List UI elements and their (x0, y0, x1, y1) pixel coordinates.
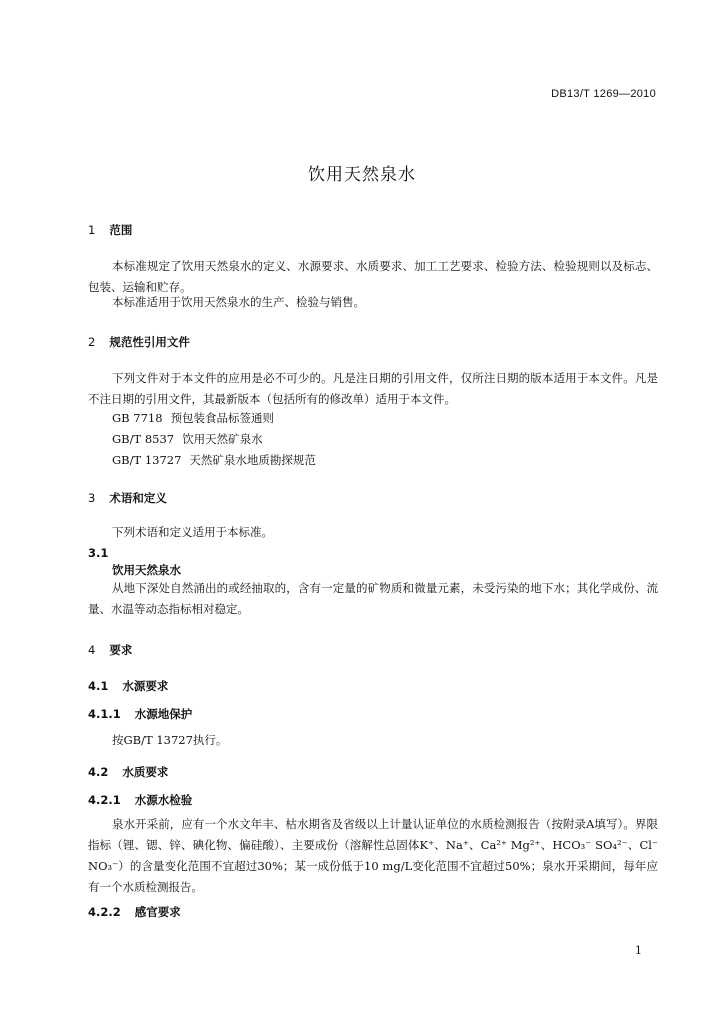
section-number: 2 (88, 335, 96, 349)
term-number: 3.1 (88, 546, 109, 560)
reference-item (112, 452, 316, 468)
section-2-paragraph-1: 下列文件对于本文件的应用是必不可少的。凡是注日期的引用文件，仅所注日期的版本适用于本文件。凡是不注日期的引用文件，其最新版本（包括所有的修改单）适用于本文件。 (88, 371, 658, 406)
section-title: 水源水检验 (134, 793, 193, 807)
section-number: 4.2 (88, 765, 109, 779)
section-title: 感官要求 (134, 905, 181, 919)
section-title: 水源要求 (122, 679, 169, 693)
section-title: 范围 (109, 223, 133, 237)
section-number: 4.2.1 (88, 793, 121, 807)
reference-item (112, 431, 263, 447)
section-4-heading (88, 642, 132, 658)
section-title: 水源地保护 (134, 707, 193, 721)
section-title: 规范性引用文件 (109, 335, 190, 349)
section-1-paragraph-2: 本标准适用于饮用天然泉水的生产、检验与销售。 (112, 295, 365, 309)
section-4-2-heading (88, 764, 168, 780)
section-number: 4.2.2 (88, 905, 121, 919)
section-1-heading (88, 222, 132, 238)
page-number: 1 (635, 944, 642, 957)
section-number: 1 (88, 223, 96, 237)
section-number: 3 (88, 491, 96, 505)
section-4-1-1-text: 按GB/T 13727执行。 (112, 733, 228, 747)
section-number: 4.1 (88, 679, 109, 693)
reference-code: GB 7718 (112, 411, 163, 425)
term-name: 饮用天然泉水 (112, 563, 181, 577)
section-4-2-2-heading (88, 904, 181, 920)
standard-code: DB13/T 1269—2010 (551, 88, 656, 100)
reference-code: GB/T 8537 (112, 432, 175, 446)
section-4-1-heading (88, 678, 168, 694)
section-title: 要求 (109, 643, 133, 657)
section-3-heading (88, 490, 167, 506)
section-1-paragraph-1: 本标准规定了饮用天然泉水的定义、水源要求、水质要求、加工工艺要求、检验方法、检验规则以及标志、包装、运输和贮存。 (88, 259, 658, 294)
document-title: 饮用天然泉水 (308, 165, 416, 185)
section-4-1-1-heading (88, 706, 192, 722)
section-4-2-1-heading (88, 792, 192, 808)
section-number: 4 (88, 643, 96, 657)
section-title: 水质要求 (122, 765, 169, 779)
section-3-paragraph-1: 下列术语和定义适用于本标准。 (112, 525, 273, 539)
reference-code: GB/T 13727 (112, 453, 182, 467)
term-definition: 从地下深处自然涌出的或经抽取的，含有一定量的矿物质和微量元素，未受污染的地下水；其化学成份、流量、水温等动态指标相对稳定。 (88, 581, 658, 616)
section-title: 术语和定义 (109, 491, 167, 505)
reference-title: 预包装食品标签通则 (170, 411, 275, 425)
reference-title: 天然矿泉水地质勘探规范 (189, 453, 316, 467)
reference-item (112, 410, 274, 426)
reference-title: 饮用天然矿泉水 (182, 432, 263, 446)
section-2-heading (88, 334, 190, 350)
section-4-2-1-text: 泉水开采前，应有一个水文年丰、枯水期省及省级以上计量认证单位的水质检测报告（按附录A填写）。界限指标（锂、锶、锌、碘化物、偏硅酸）、主要成份（溶解性总固体K⁺、Na⁺、Ca²⁺ Mg²⁺、HCO₃⁻ SO₄²⁻、Cl⁻ NO₃⁻）的含量变化范围不宜超过30%；某一成份低于10 mg/L变化范围不宜超过50%；泉水开采期间，每年应有一个水质检测报告。 (88, 817, 658, 894)
section-number: 4.1.1 (88, 707, 121, 721)
